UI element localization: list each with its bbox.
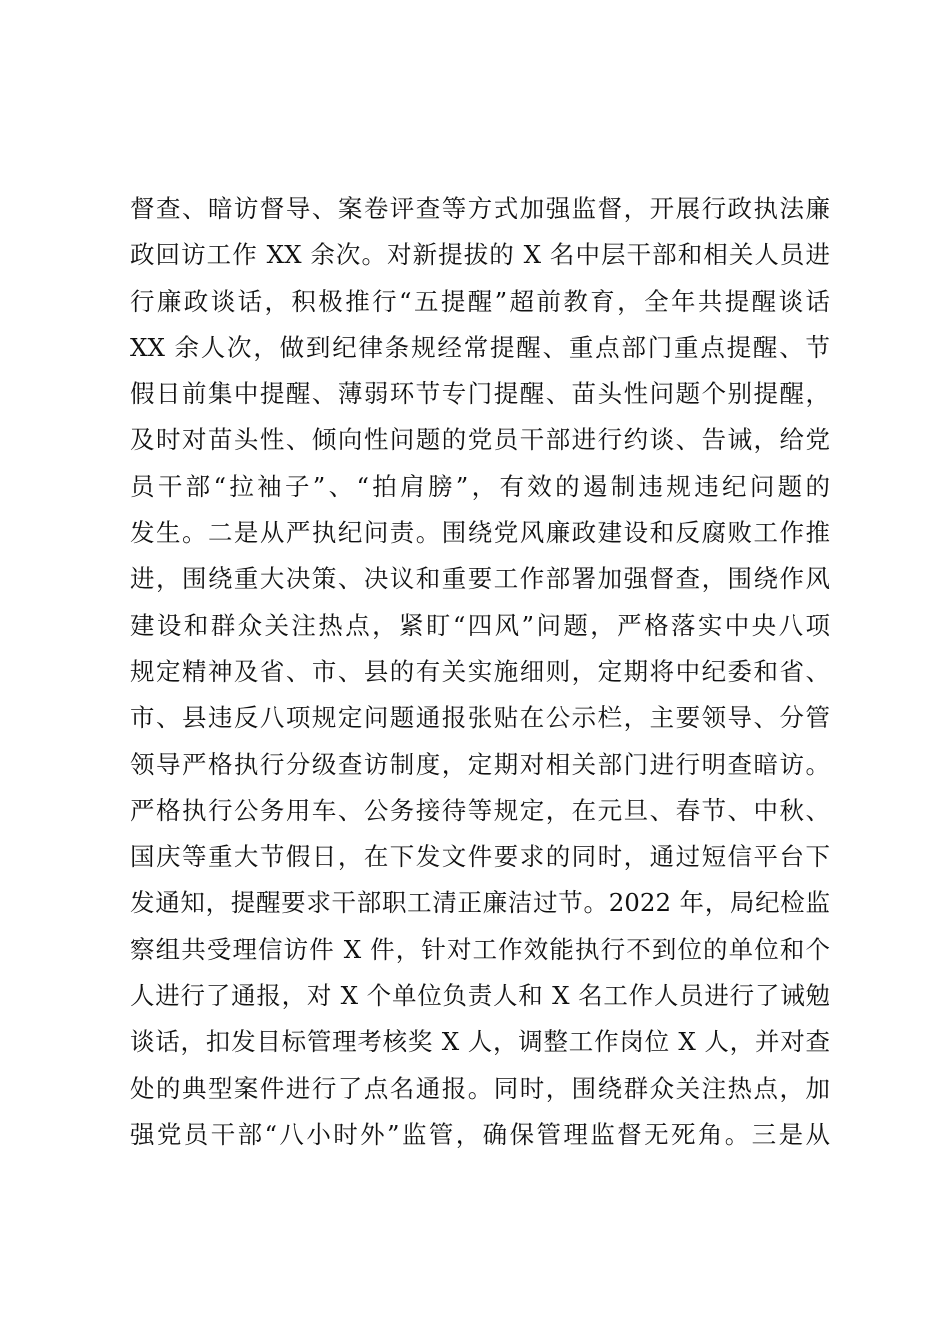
text-line: 政回访工作 XX 余次。对新提拔的 X 名中层干部和相关人员进 <box>130 240 830 270</box>
text-line: 强党员干部“八小时外”监管，确保管理监督无死角。三是从 <box>130 1119 830 1149</box>
text-line: 规定精神及省、市、县的有关实施细则，定期将中纪委和省、 <box>130 656 830 686</box>
body-text <box>130 186 830 1158</box>
text-line: 严格执行公务用车、公务接待等规定，在元旦、春节、中秋、 <box>130 795 830 825</box>
text-line: 行廉政谈话，积极推行“五提醒”超前教育，全年共提醒谈话 <box>130 286 830 316</box>
text-line: 处的典型案件进行了点名通报。同时，围绕群众关注热点，加 <box>130 1073 830 1103</box>
text-line: XX 余人次，做到纪律条规经常提醒、重点部门重点提醒、节 <box>130 332 830 362</box>
text-line: 假日前集中提醒、薄弱环节专门提醒、苗头性问题个别提醒， <box>130 379 830 409</box>
text-line: 建设和群众关注热点，紧盯“四风”问题，严格落实中央八项 <box>130 610 830 640</box>
text-line: 人进行了通报，对 X 个单位负责人和 X 名工作人员进行了诫勉 <box>130 981 830 1011</box>
text-line: 国庆等重大节假日，在下发文件要求的同时，通过短信平台下 <box>130 842 830 872</box>
text-line: 及时对苗头性、倾向性问题的党员干部进行约谈、告诫，给党 <box>130 425 830 455</box>
text-line: 市、县违反八项规定问题通报张贴在公示栏，主要领导、分管 <box>130 703 830 733</box>
text-line: 谈话，扣发目标管理考核奖 X 人，调整工作岗位 X 人，并对查 <box>130 1027 830 1057</box>
text-line: 进，围绕重大决策、决议和重要工作部署加强督查，围绕作风 <box>130 564 830 594</box>
text-line: 领导严格执行分级查访制度，定期对相关部门进行明查暗访。 <box>130 749 830 779</box>
text-line: 督查、暗访督导、案卷评查等方式加强监督，开展行政执法廉 <box>130 194 830 223</box>
text-line: 发生。二是从严执纪问责。围绕党风廉政建设和反腐败工作推 <box>130 518 830 548</box>
text-line: 员干部“拉袖子”、“拍肩膀”，有效的遏制违规违纪问题的 <box>130 471 830 501</box>
text-line: 发通知，提醒要求干部职工清正廉洁过节。2022 年，局纪检监 <box>130 888 830 918</box>
text-line: 察组共受理信访件 X 件，针对工作效能执行不到位的单位和个 <box>130 934 830 964</box>
